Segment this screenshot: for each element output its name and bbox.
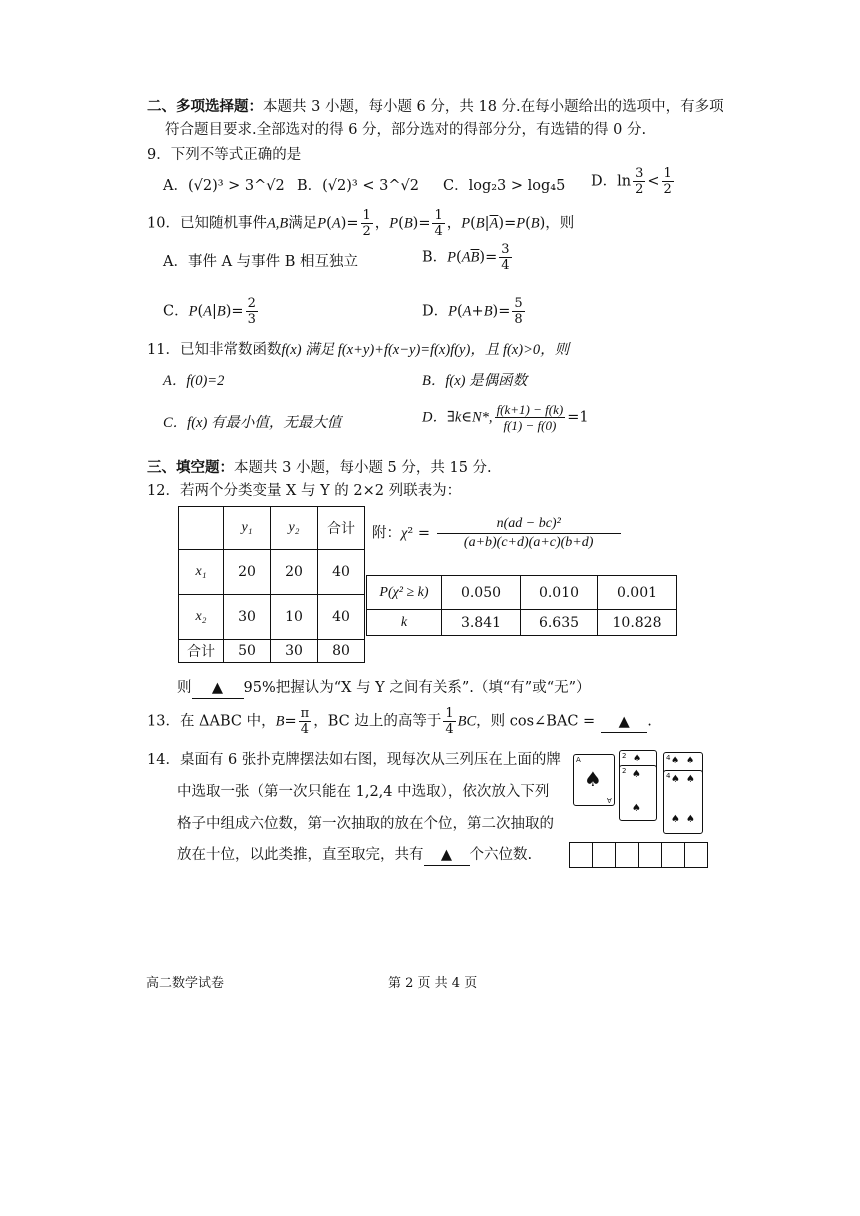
q10-option-c: C．P(A|B)= $\frac{2}{3}$ (163, 296, 256, 327)
table-row: x₂ 30 10 40 (179, 595, 365, 640)
table-row: P(χ² ≥ k) 0.050 0.010 0.001 (367, 576, 677, 610)
digit-cell[interactable] (570, 843, 593, 867)
q12-answer-line: 则 ▲ 95%把握认为“X 与 Y 之间有关系”.（填“有”或“无”） (177, 678, 591, 699)
q14-line2: 中选取一张（第一次只能在 1,2,4 中选取），依次放入下列 (177, 784, 550, 800)
spade-icon: ♠ (686, 756, 695, 766)
table-header-cell: 合计 (318, 507, 365, 550)
section3-desc: 本题共 3 小题，每小题 5 分，共 15 分. (234, 460, 492, 476)
q13-answer-blank[interactable]: ▲ (601, 712, 647, 733)
q13-stem: 13．在 ΔABC 中，B= $\frac{\pi}{4}$ ，BC 边上的高等于 $\frac{1}{4}$ BC，则 cos∠BAC = ▲ . (147, 706, 652, 737)
spade-icon: ♠ (686, 814, 695, 825)
digit-cell[interactable] (685, 843, 707, 867)
q9-option-b: B．(√2)³ < 3^√2 (297, 178, 419, 194)
q14-answer-blank[interactable]: ▲ (424, 845, 470, 866)
q10-option-b: B．$P(A\overline{B})=$ $\frac{3}{4}$ (422, 242, 510, 273)
q12-answer-blank[interactable]: ▲ (192, 678, 244, 699)
section3-heading: 三、填空题： (147, 460, 234, 476)
spade-icon: ♠ (633, 754, 642, 764)
card-two-of-spades-front: 2 ♠ ♠ (619, 765, 657, 821)
q10-stem: 10．已知随机事件A,B满足P(A)= $\frac{1}{2}$ ，P(B)= $\frac{1}{4}$ ，$P(B|\overline{A})=P(B)$，则 (147, 208, 575, 239)
digit-cell[interactable] (616, 843, 639, 867)
note-label: 附： (372, 525, 401, 542)
q10-option-a: A．事件 A 与事件 B 相互独立 (163, 254, 359, 270)
q11-stem-eq: f(x) 满足 f(x+y)+f(x−y)=f(x)f(y)，且 f(x)>0，则 (281, 342, 570, 358)
q9-option-d: D．ln $\frac{3}{2}$ < $\frac{1}{2}$ (591, 166, 672, 197)
table-row: k 3.841 6.635 10.828 (367, 610, 677, 636)
q9-option-d-label: D．ln (591, 173, 632, 190)
table-row: x₁ 20 20 40 (179, 550, 365, 595)
q11-option-b: B．f(x) 是偶函数 (422, 373, 528, 389)
card-four-of-spades-front: 4 ♠ ♠ ♠ ♠ (663, 770, 703, 834)
six-digit-grid (569, 842, 708, 868)
section2-desc1: 本题共 3 小题，每小题 6 分，共 18 分.在每小题给出的选项中，有多项 (263, 99, 724, 115)
digit-cell[interactable] (639, 843, 662, 867)
section3-header (147, 458, 492, 478)
table-header-cell: y₂ (271, 507, 318, 550)
section2-heading: 二、多项选择题： (147, 99, 263, 115)
probability-table (366, 575, 677, 636)
card-two-of-spades-back: 2 ♠ (619, 750, 657, 816)
table-row: 合计 50 30 80 (179, 640, 365, 663)
q14-line3: 格子中组成六位数，第一次抽取的放在个位，第二次抽取的 (177, 816, 554, 832)
spade-icon: ♠ (632, 803, 641, 814)
chi-numerator: n(ad − bc)² (437, 515, 621, 534)
spade-icon: ♠ (584, 767, 602, 791)
section2-header (147, 97, 724, 117)
q11-option-d: D．∃k∈N*, $\frac{f(k+1) - f(k)}{f(1) - f(0)}$ =1 (422, 402, 589, 433)
contingency-table (178, 506, 365, 663)
q10-stem-end: ，则 (545, 215, 575, 232)
q11-stem (147, 340, 569, 360)
q10-stem-pre: 10．已知随机事件 (147, 215, 267, 232)
q10-option-d: D．P(A+B)= $\frac{5}{8}$ (422, 296, 523, 327)
spade-icon: ♠ (671, 756, 680, 766)
footer-page-number: 第 2 页 共 4 页 (388, 976, 478, 991)
table-header-cell: y₁ (224, 507, 271, 550)
section2-desc2: 符合题目要求.全部选对的得 6 分，部分选对的得部分分，有选错的得 0 分. (165, 122, 647, 138)
q9-option-c: C．log₂3 > log₄5 (443, 178, 566, 194)
spade-icon: ♠ (671, 814, 680, 825)
q9-option-a: A．(√2)³ > 3^√2 (163, 178, 285, 194)
q14-line4: 放在十位，以此类推，直至取完，共有 ▲ 个六位数. (177, 845, 532, 866)
digit-cell[interactable] (593, 843, 616, 867)
q10-stem-events: A,B (266, 215, 289, 232)
q9-stem: 9．下列不等式正确的是 (147, 147, 302, 163)
card-ace-of-spades: A ♠ A (573, 754, 615, 806)
q14-line1: 14．桌面有 6 张扑克牌摆法如右图，现每次从三列压在上面的牌 (147, 752, 561, 768)
chi-denominator: (a+b)(c+d)(a+c)(b+d) (463, 535, 594, 550)
chi-square-formula: 附：χ² = $\frac{\text{n(ad − bc)²}}{(a+b)(c+d)(a+c)(b+d)}$ (372, 515, 623, 552)
q11-stem-pre: 11．已知非常数函数 (147, 342, 282, 358)
q11-option-c: C．f(x) 有最小值，无最大值 (163, 415, 342, 431)
q10-stem-mid: 满足 (288, 215, 318, 232)
q12-stem: 12．若两个分类变量 X 与 Y 的 2×2 列联表为： (147, 483, 462, 499)
footer-left: 高二数学试卷 (146, 976, 225, 991)
spade-icon: ♠ (632, 769, 641, 780)
digit-cell[interactable] (662, 843, 685, 867)
card-four-of-spades-back: 4 ♠ ♠ (663, 752, 703, 808)
spade-icon: ♠ (671, 774, 680, 785)
spade-icon: ♠ (686, 774, 695, 785)
table-header-cell (179, 507, 224, 550)
q11-option-a: A．f(0)=2 (163, 373, 225, 389)
